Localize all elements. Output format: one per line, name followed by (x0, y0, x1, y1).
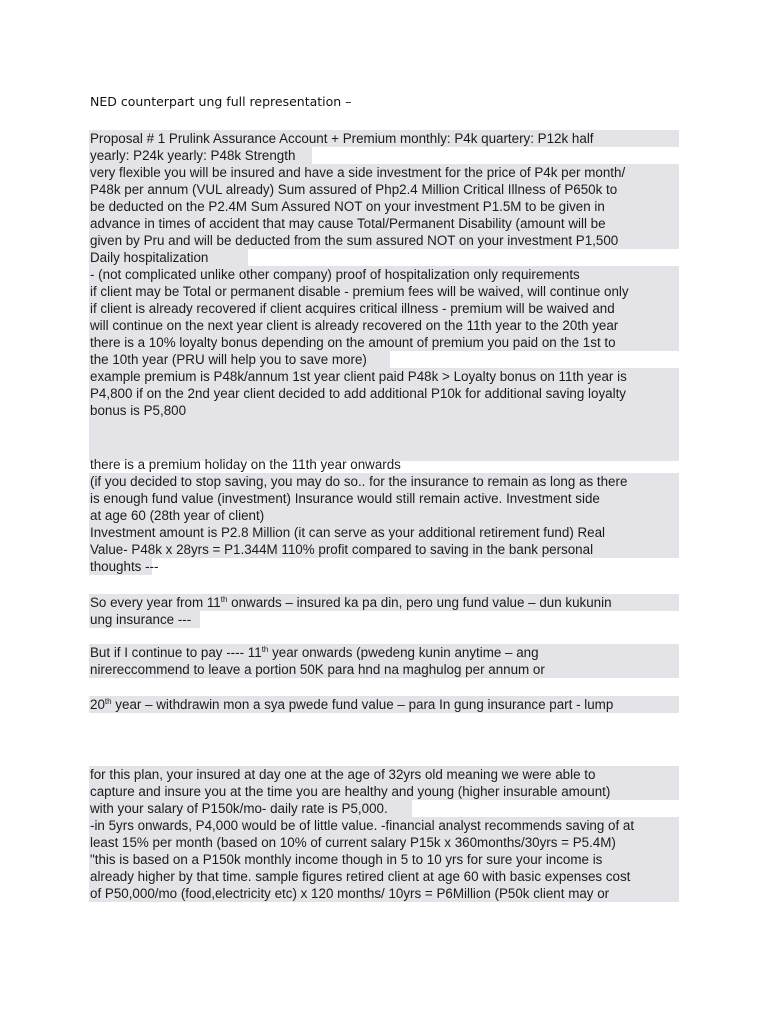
text-line: there is a premium holiday on the 11th year onwards (90, 457, 401, 472)
text-line: P48k per annum (VUL already) Sum assured of Php2.4 Million Critical Illness of P650k to (89, 181, 679, 198)
fund-value-paragraph (89, 594, 679, 628)
text-line: 20th year – withdrawin mon a sya pwede fund value – para In gung insurance part - lump (89, 696, 679, 713)
plan-summary-paragraph (89, 766, 679, 902)
text-line: given by Pru and will be deducted from the sum assured NOT on your investment P1,500 (89, 232, 679, 249)
text-line: Daily hospitalization (89, 249, 248, 266)
text-line: But if I continue to pay ---- 11th year onwards (pwedeng kunin anytime – ang (89, 644, 679, 661)
text-line: capture and insure you at the time you are healthy and young (higher insurable amount) (89, 783, 679, 800)
text-line: very flexible you will be insured and have a side investment for the price of P4k per month/ (89, 164, 679, 181)
text-line: Proposal # 1 Prulink Assurance Account + Premium monthly: P4k quartery: P12k half (89, 130, 679, 147)
text-line: P4,800 if on the 2nd year client decided to add additional P10k for additional saving loyalty (89, 385, 679, 402)
text-line: the 10th year (PRU will help you to save more) (89, 351, 390, 368)
text-line: nirereccommend to leave a portion 50K para hnd na maghulog per annum or (89, 661, 679, 678)
text-line: So every year from 11th onwards – insured ka pa din, pero ung fund value – dun kukunin (89, 594, 679, 611)
text-line: be deducted on the P2.4M Sum Assured NOT on your investment P1.5M to be given in (89, 198, 679, 215)
text-line: - (not complicated unlike other company) proof of hospitalization only requirements (89, 266, 679, 283)
text-line: ung insurance --- (89, 611, 200, 628)
text-line: thoughts --- (90, 559, 159, 574)
text-line: there is a 10% loyalty bonus depending on the amount of premium you paid on the 1st to (89, 334, 679, 351)
premium-holiday-paragraph (89, 456, 679, 575)
text-line: advance in times of accident that may cause Total/Permanent Disability (amount will be (89, 215, 679, 232)
text-line: Value- P48k x 28yrs = P1.344M 110% profit compared to saving in the bank personal (89, 541, 679, 558)
text-line: if client may be Total or permanent disable - premium fees will be waived, will continue only (89, 283, 679, 300)
text-line: example premium is P48k/annum 1st year client paid P48k > Loyalty bonus on 11th year is (89, 368, 679, 385)
text-line: if client is already recovered if client acquires critical illness - premium will be waived and (89, 300, 679, 317)
text-line: least 15% per month (based on 10% of current salary P15k x 360months/30yrs = P5.4M) (89, 834, 679, 851)
text-line: of P50,000/mo (food,electricity etc) x 120 months/ 10yrs = P6Million (P50k client may or (89, 885, 679, 902)
document-heading: NED counterpart ung full representation – (90, 94, 352, 109)
text-line: Investment amount is P2.8 Million (it can serve as your additional retirement fund) Real (89, 524, 679, 541)
text-line: is enough fund value (investment) Insurance would still remain active. Investment side (89, 490, 679, 507)
proposal-paragraph (89, 130, 679, 461)
text-line: yearly: P24k yearly: P48k Strength (89, 147, 312, 164)
text-line: -in 5yrs onwards, P4,000 would be of little value. -financial analyst recommends saving of at (89, 817, 679, 834)
continue-pay-paragraph (89, 644, 679, 678)
text-line: will continue on the next year client is already recovered on the 11th year to the 20th year (89, 317, 679, 334)
text-line: already higher by that time. sample figures retired client at age 60 with basic expenses cost (89, 868, 679, 885)
text-line: for this plan, your insured at day one at the age of 32yrs old meaning we were able to (89, 766, 679, 783)
text-line: bonus is P5,800 (89, 402, 679, 419)
text-line: (if you decided to stop saving, you may do so.. for the insurance to remain as long as there (89, 473, 679, 490)
text-line: at age 60 (28th year of client) (89, 507, 679, 524)
withdrawal-paragraph (89, 696, 679, 713)
highlight-gap (89, 419, 679, 461)
text-line: "this is based on a P150k monthly income though in 5 to 10 yrs for sure your income is (89, 851, 679, 868)
text-line: with your salary of P150k/mo- daily rate is P5,000. (89, 800, 412, 817)
